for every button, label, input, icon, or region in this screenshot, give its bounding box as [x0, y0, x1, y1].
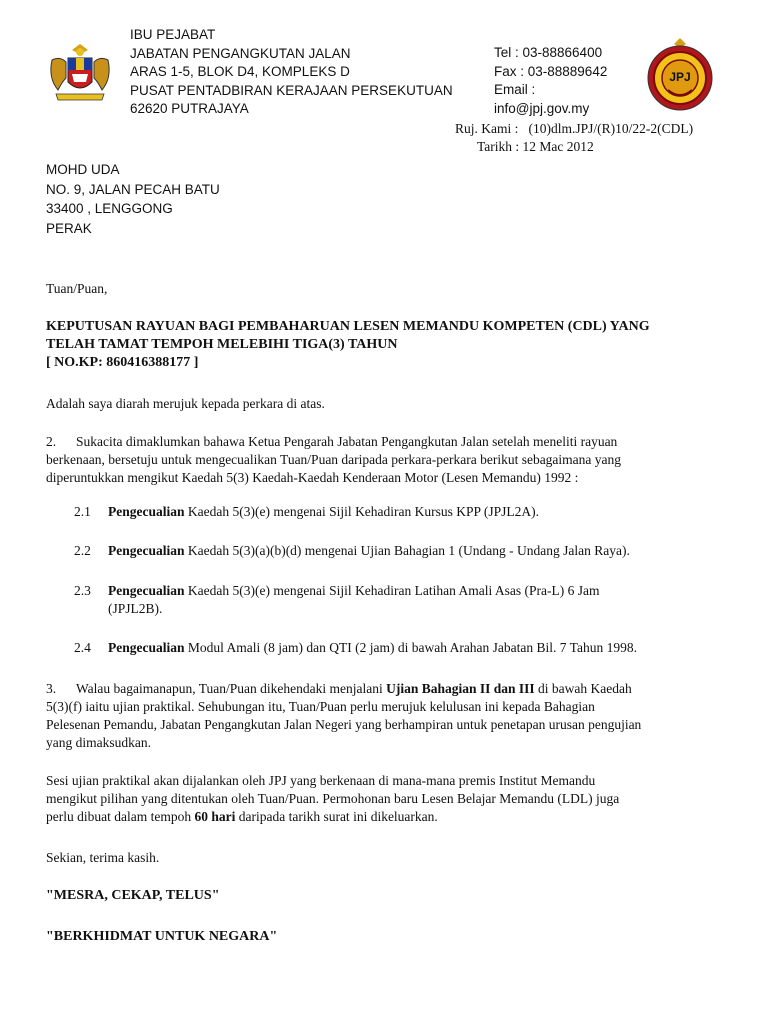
recipient-line: NO. 9, JALAN PECAH BATU	[46, 181, 220, 197]
jpj-emblem-text: JPJ	[669, 70, 691, 84]
recipient-address	[46, 160, 220, 238]
closing: Sekian, terima kasih.	[46, 850, 160, 865]
address-line: 62620 PUTRAJAYA	[130, 101, 249, 116]
paragraph-4: Sesi ujian praktikal akan dijalankan oleh JPJ yang berkenaan di mana-mana premis Institut Memandu mengikut pilihan yang ditentukan oleh Tuan/Puan. Permohonan baru Lesen Belajar Memandu (LDL) juga perlu dibuat dalam tempoh 60 hari daripada tarikh surat ini dikeluarkan.	[46, 773, 620, 824]
subject-line: TELAH TAMAT TEMPOH MELEBIHI TIGA(3) TAHUN	[46, 337, 398, 352]
letterhead-contact	[494, 44, 607, 118]
paragraph-number: 2.	[46, 434, 57, 449]
subject-line: KEPUTUSAN RAYUAN BAGI PEMBAHARUAN LESEN MEMANDU KOMPETEN (CDL) YANG	[46, 319, 650, 334]
list-item: 2.4 Pengecualian Modul Amali (8 jam) dan QTI (2 jam) di bawah Arahan Jabatan Bil. 7 Tahun 1998.	[74, 640, 637, 655]
subject-ic-number: [ NO.KP: 860416388177 ]	[46, 355, 199, 370]
address-line: ARAS 1-5, BLOK D4, KOMPLEKS D	[130, 64, 350, 79]
paragraph-3: 3. Walau bagaimanapun, Tuan/Puan dikehendaki menjalani Ujian Bahagian II dan III di bawah Kaedah 5(3)(f) iaitu ujian praktikal. Sehubungan itu, Tuan/Puan perlu merujuk kelulusan ini kepada Bahagian Pelesenan Pemandu, Jabatan Pengangkutan Jalan Negeri yang berhampiran untuk penetapan urusan pengujian yang dimaksudkan.	[46, 681, 642, 750]
recipient-line: 33400 , LENGGONG	[46, 201, 173, 216]
paragraph-number: 3.	[46, 681, 57, 696]
paragraph-1: Adalah saya diarah merujuk kepada perkara di atas.	[46, 396, 325, 411]
subject	[46, 318, 726, 372]
contact-tel: Tel : 03-88866400	[494, 45, 603, 60]
list-item: 2.1 Pengecualian Kaedah 5(3)(e) mengenai Sijil Kehadiran Kursus KPP (JPJL2A).	[74, 504, 540, 519]
contact-email-label: Email :	[494, 82, 536, 97]
letterhead-address	[130, 26, 453, 119]
recipient-name: MOHD UDA	[46, 162, 120, 177]
jpj-emblem-icon	[640, 34, 720, 114]
malaysia-coat-of-arms-icon	[44, 38, 116, 110]
list-item: 2.2 Pengecualian Kaedah 5(3)(a)(b)(d) mengenai Ujian Bahagian 1 (Undang - Undang Jalan Raya).	[74, 543, 630, 558]
contact-fax: Fax : 03-88889642	[494, 63, 608, 79]
contact-email: info@jpj.gov.my	[494, 100, 590, 116]
recipient-line: PERAK	[46, 220, 92, 236]
address-line: PUSAT PENTADBIRAN KERAJAAN PERSEKUTUAN	[130, 82, 453, 98]
salutation: Tuan/Puan,	[46, 281, 108, 296]
motto-1: "MESRA, CEKAP, TELUS"	[46, 888, 220, 903]
motto-2: "BERKHIDMAT UNTUK NEGARA"	[46, 929, 278, 944]
paragraph-2: 2. Sukacita dimaklumkan bahawa Ketua Pengarah Jabatan Pengangkutan Jalan setelah meneliti rayuan berkenaan, bersetuju untuk mengecualikan Tuan/Puan daripada perkara-perkara berikut sebagaimana yang diperuntukkan mengikut Kaedah 5(3) Kaedah-Kaedah Kenderaan Motor (Lesen Memandu) 1992 :	[46, 434, 622, 485]
reference-number: Ruj. Kami : (10)dlm.JPJ/(R)10/22-2(CDL)	[455, 121, 694, 136]
list-item: 2.3 Pengecualian Kaedah 5(3)(e) mengenai Sijil Kehadiran Latihan Amali Asas (Pra-L) 6 Jam (JPJL2B).	[74, 583, 600, 616]
letter-date: Tarikh : 12 Mac 2012	[477, 139, 594, 154]
address-line: JABATAN PENGANGKUTAN JALAN	[130, 45, 351, 61]
address-line: IBU PEJABAT	[130, 27, 216, 42]
